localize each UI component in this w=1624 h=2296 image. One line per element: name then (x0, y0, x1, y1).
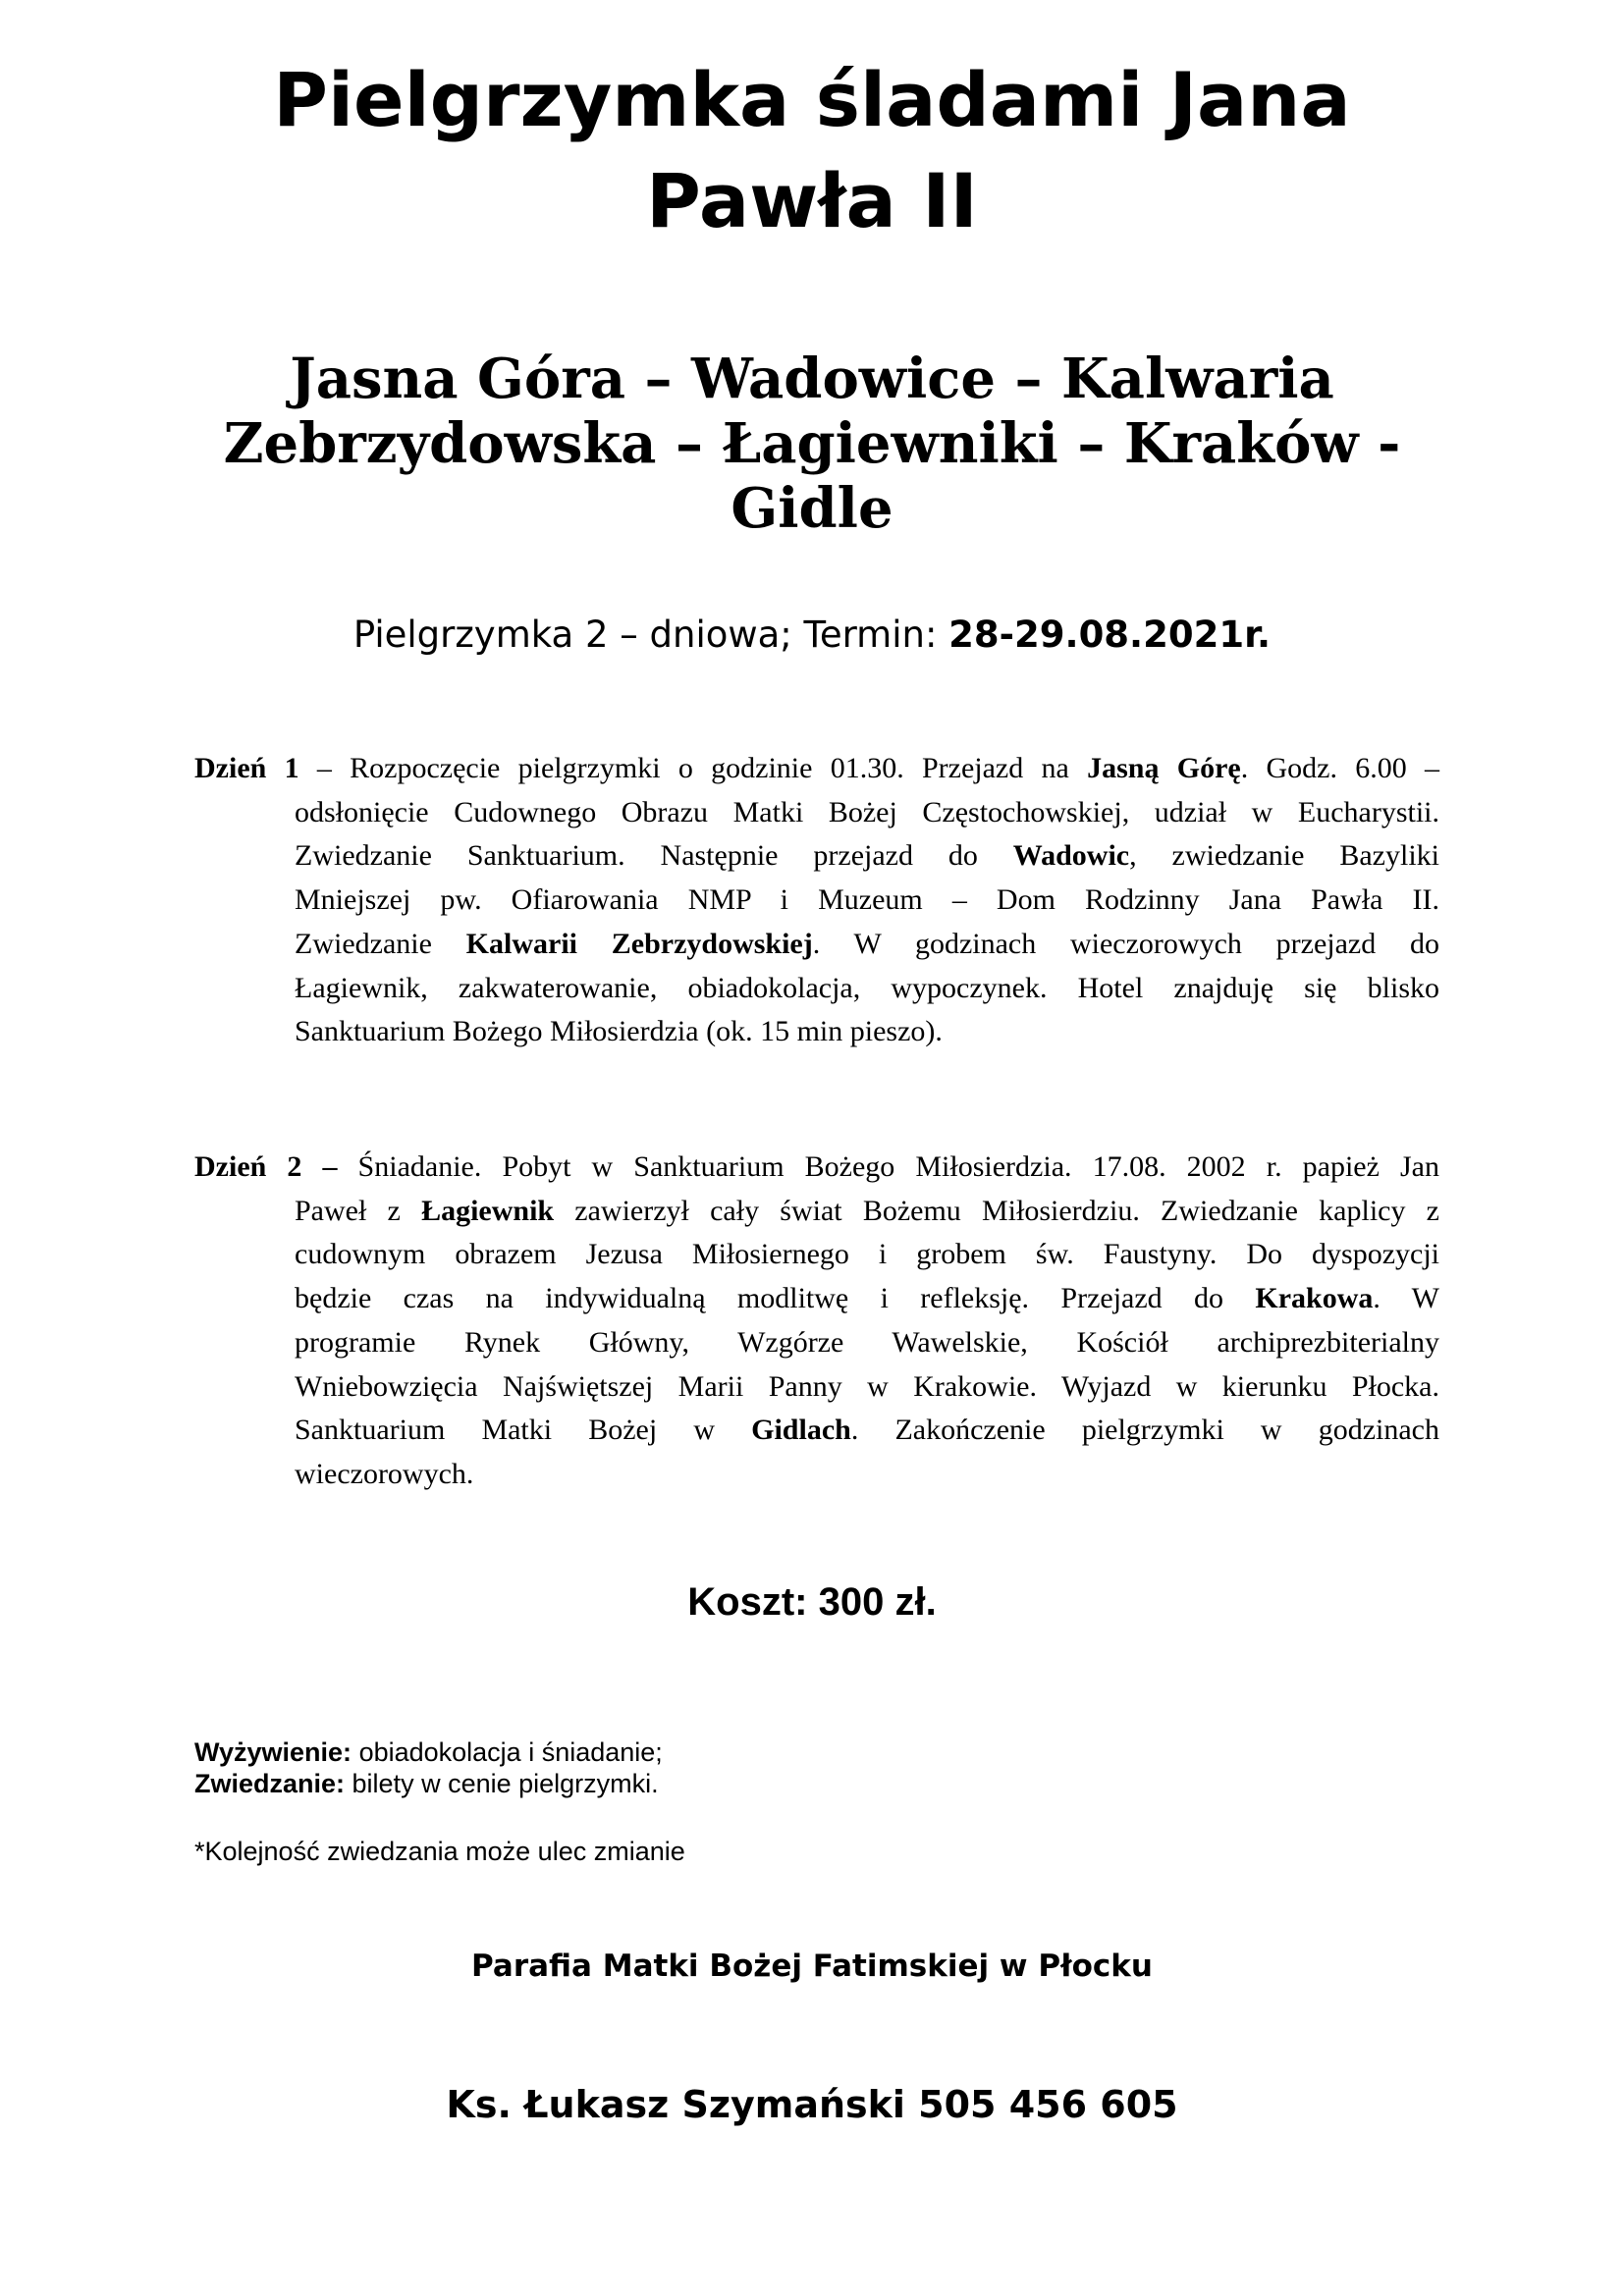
day-1-line (194, 834, 1439, 879)
text-run: Sanktuarium Bożego Miłosierdzia (ok. 15 min pieszo). (295, 1015, 943, 1048)
route-line-1: Jasna Góra – Wadowice – Kalwaria (290, 347, 1334, 411)
text-run: Zwiedzanie Sanktuarium. Następnie przejazd do (295, 839, 1013, 873)
text-run: Łagiewnik, zakwaterowanie, obiadokolacja, wypoczynek. Hotel znajduję się blisko (295, 971, 1439, 1004)
text-run: . W (1373, 1282, 1439, 1315)
day-2-line (194, 1190, 1439, 1234)
day-1-description (194, 747, 1439, 1054)
sightseeing-label: Zwiedzanie: (194, 1769, 346, 1798)
trip-term (0, 614, 1624, 656)
day-2-line (194, 1453, 1439, 1497)
meals-line (194, 1739, 1373, 1766)
text-run: Wniebowzięcia Najświętszej Marii Panny w Krakowie. Wyjazd w kierunku Płocka. (295, 1369, 1439, 1403)
term-prefix: Pielgrzymka 2 – dniowa; Termin: (352, 614, 949, 656)
day-1-line (194, 1010, 1439, 1054)
day-1-line (194, 879, 1439, 923)
text-run: . Godz. 6.00 – (1240, 752, 1440, 784)
highlighted-place: Krakowa (1255, 1282, 1374, 1315)
day-2-description (194, 1146, 1439, 1497)
order-note: *Kolejność zwiedzania może ulec zmianie (194, 1837, 685, 1866)
contact-person: Ks. Łukasz Szymański 505 456 605 (446, 2083, 1178, 2126)
text-run: , zwiedzanie Bazyliki (1129, 839, 1439, 873)
text-run: programie Rynek Główny, Wzgórze Wawelskie, Kościół archiprezbiterialny (295, 1325, 1439, 1359)
text-run: . Zakończenie pielgrzymki w godzinach (850, 1414, 1439, 1447)
text-run: Mniejszej pw. Ofiarowania NMP i Muzeum – Dom Rodzinny Jana Pawła II. (295, 883, 1439, 917)
day-2-line (194, 1365, 1439, 1410)
text-run: – Rozpoczęcie pielgrzymki o godzinie 01.30. Przejazd na (298, 752, 1088, 784)
highlighted-place: Gidlach (751, 1414, 851, 1447)
day-1-line (194, 791, 1439, 835)
highlighted-place: Dzień 1 (194, 752, 299, 784)
text-run: Zwiedzanie (295, 927, 466, 960)
sightseeing-value: bilety w cenie pielgrzymki. (345, 1769, 659, 1798)
cost: Koszt: 300 zł. (687, 1580, 937, 1624)
day-2-line (194, 1146, 1439, 1190)
day-2-line (194, 1277, 1439, 1321)
day-1-line (194, 923, 1439, 967)
day-1-line (194, 747, 1439, 791)
title-line-1: Pielgrzymka śladami Jana (273, 56, 1351, 143)
text-run: odsłonięcie Cudownego Obrazu Matki Bożej Częstochowskiej, udział w Eucharystii. (295, 795, 1439, 828)
route-line-3: Gidle (731, 476, 893, 541)
day-2-line (194, 1233, 1439, 1277)
text-run: zawierzył cały świat Bożemu Miłosierdziu. Zwiedzanie kaplicy z (554, 1194, 1439, 1227)
highlighted-place: Łagiewnik (421, 1194, 555, 1227)
text-run: . W godzinach wieczorowych przejazd do (812, 927, 1439, 960)
highlighted-place: Kalwarii Zebrzydowskiej (465, 927, 813, 960)
text-run: będzie czas na indywidualną modlitwę i refleksję. Przejazd do (295, 1282, 1256, 1315)
day-2-line (194, 1409, 1439, 1453)
day-2-line (194, 1321, 1439, 1365)
text-run: cudownym obrazem Jezusa Miłosiernego i grobem św. Faustyny. Do dyspozycji (295, 1238, 1439, 1271)
highlighted-place: Dzień 2 – (194, 1150, 338, 1183)
text-run: Śniadanie. Pobyt w Sanktuarium Bożego Miłosierdzia. 17.08. 2002 r. papież Jan (337, 1150, 1439, 1183)
text-run: Sanktuarium Matki Bożej w (295, 1414, 752, 1447)
title-line-2: Pawła II (646, 157, 978, 244)
highlighted-place: Wadowic (1012, 839, 1130, 873)
text-run: wieczorowych. (295, 1457, 474, 1490)
day-1-line (194, 967, 1439, 1011)
text-run: Paweł z (295, 1194, 422, 1227)
highlighted-place: Jasną Górę (1087, 752, 1241, 784)
parish-name: Parafia Matki Bożej Fatimskiej w Płocku (471, 1949, 1153, 1984)
meals-label: Wyżywienie: (194, 1737, 352, 1767)
sightseeing-line (194, 1771, 1373, 1797)
route-line-2: Zebrzydowska – Łagiewniki – Kraków - (223, 411, 1401, 476)
term-date: 28-29.08.2021r. (948, 614, 1272, 656)
meals-value: obiadokolacja i śniadanie; (352, 1737, 663, 1767)
